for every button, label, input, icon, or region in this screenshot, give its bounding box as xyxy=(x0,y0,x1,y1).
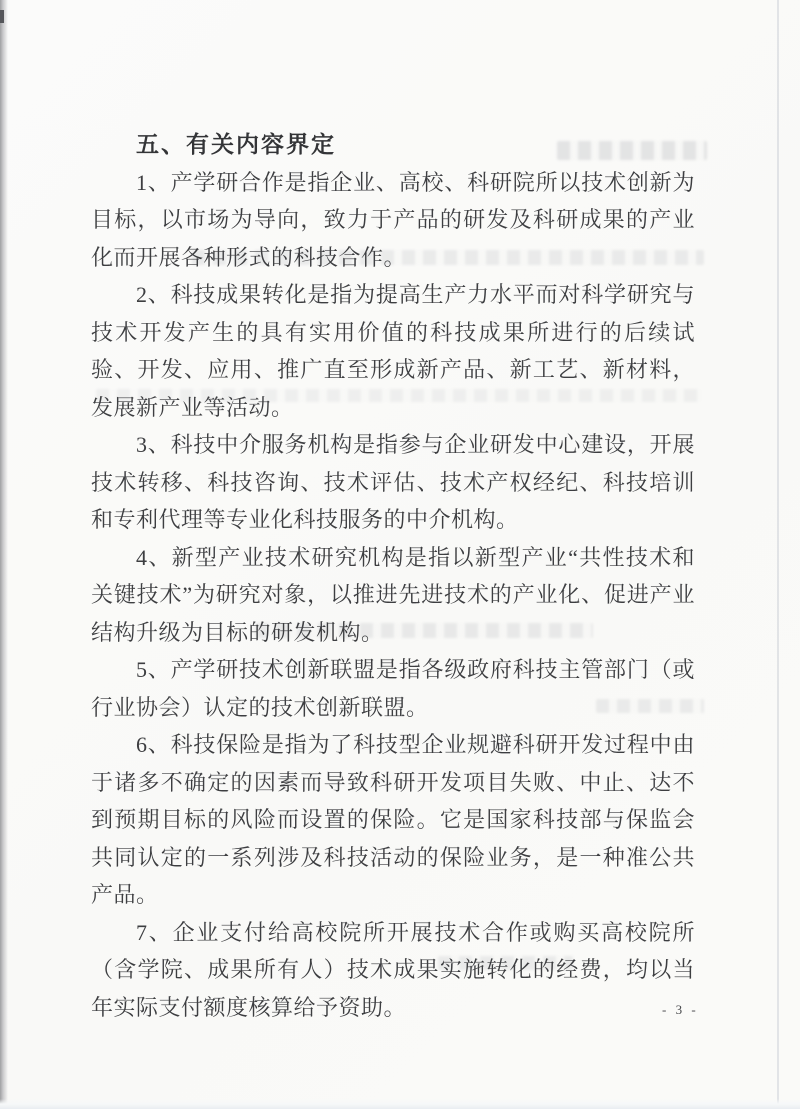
section-heading: 五、有关内容界定 xyxy=(136,132,336,157)
scan-edge-right xyxy=(777,0,779,1109)
scan-edge-bottom xyxy=(0,1099,800,1109)
para-2: 2、科技成果转化是指为提高生产力水平而对科学研究与技术开发产生的具有实用价值的科技成果所进行的后续试验、开发、应用、推广直至形成新产品、新工艺、新材料，发展新产业等活动。 xyxy=(91,282,695,420)
para-3: 3、科技中介服务机构是指参与企业研发中心建设，开展技术转移、科技咨询、技术评估、技术产权经纪、科技培训和专利代理等专业化科技服务的中介机构。 xyxy=(91,432,695,532)
scan-speck xyxy=(0,10,4,23)
page-number: - 3 - xyxy=(662,1002,699,1017)
para-6: 6、科技保险是指为了科技型企业规避科研开发过程中由于诸多不确定的因素而导致科研开发项目失败、中止、达不到预期目标的风险而设置的保险。它是国家科技部与保监会共同认定的一系列涉及科技活动的保险业务，是一种准公共产品。 xyxy=(91,732,695,907)
scan-edge-left xyxy=(0,0,8,1109)
para-5: 5、产学研技术创新联盟是指各级政府科技主管部门（或行业协会）认定的技术创新联盟。 xyxy=(91,657,695,720)
document-body xyxy=(91,126,695,1026)
para-1: 1、产学研合作是指企业、高校、科研院所以技术创新为目标，以市场为导向，致力于产品的研发及科研成果的产业化而开展各种形式的科技合作。 xyxy=(91,169,695,270)
para-4: 4、新型产业技术研究机构是指以新型产业“共性技术和关键技术”为研究对象，以推进先进技术的产业化、促进产业结构升级为目标的研发机构。 xyxy=(91,544,695,645)
para-7: 7、企业支付给高校院所开展技术合作或购买高校院所（含学院、成果所有人）技术成果实施转化的经费，均以当年实际支付额度核算给予资助。 xyxy=(91,919,695,1020)
